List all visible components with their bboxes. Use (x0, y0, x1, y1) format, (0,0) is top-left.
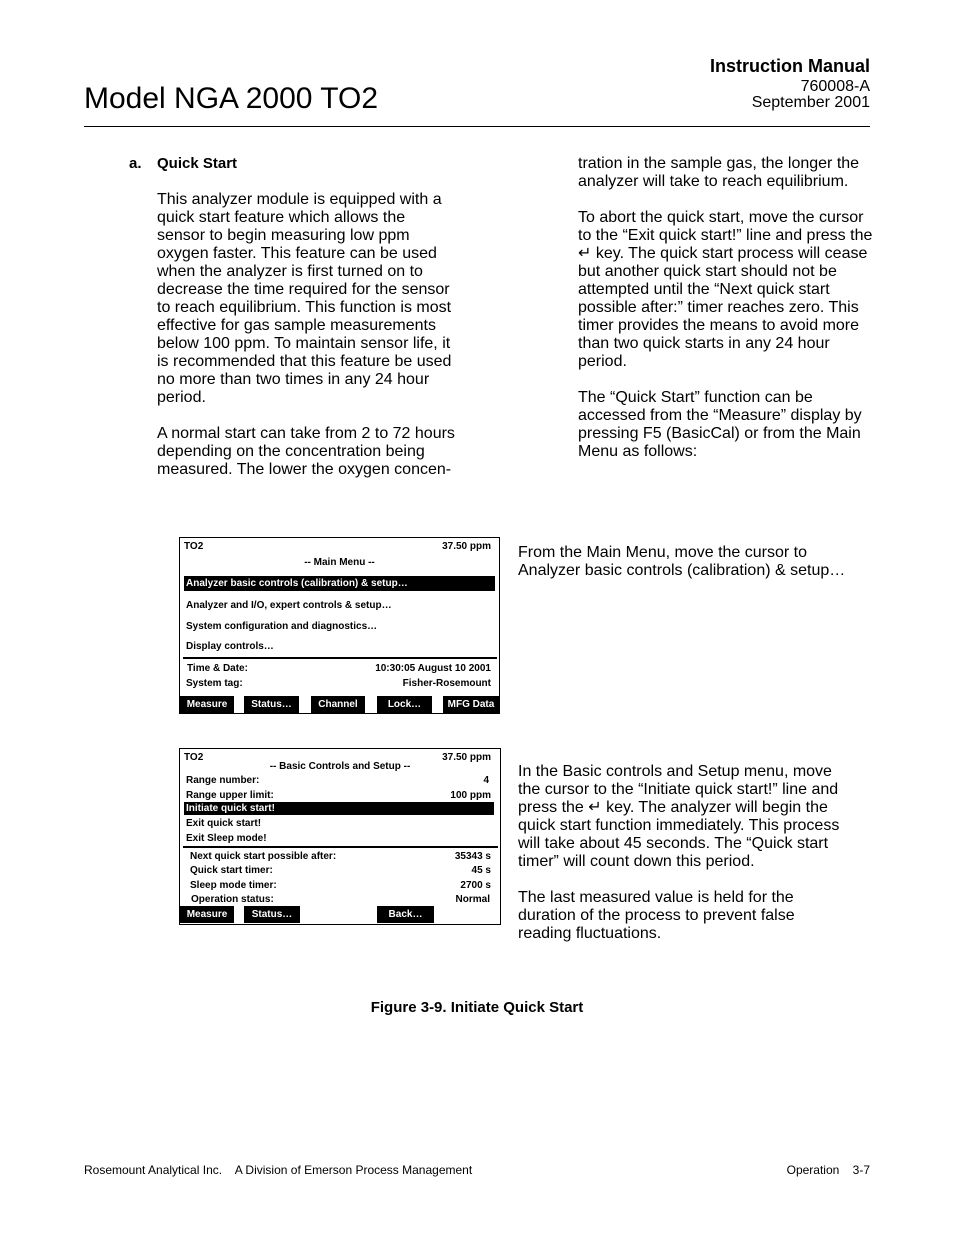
basic-controls-screen (179, 748, 501, 925)
screen-title: -- Basic Controls and Setup -- (269, 761, 411, 772)
screen-divider (183, 657, 497, 659)
softkey-status[interactable]: Status… (244, 696, 299, 713)
time-label: Time & Date: (187, 663, 248, 674)
screen-divider (183, 846, 498, 848)
main-menu-note: From the Main Menu, move the cursor to Analyzer basic controls (calibration) & setup… (518, 544, 846, 579)
screen-title: -- Main Menu -- (304, 557, 375, 568)
module-label: TO2 (184, 541, 204, 552)
left-para-1: This analyzer module is equipped with a quick start feature which allows the sensor to begin measuring low ppm oxygen faster. This feature can be used when the analyzer is first turned on to decrease the time required for the sensor to reach equilibrium. This function is most effective for gas sample measurements below 100 ppm. To maintain sensor life, it is recommended that this feature be used no more than two times in any 24 hour period. (157, 191, 452, 406)
model-title: Model NGA 2000 TO2 (84, 82, 379, 115)
softkey-lock[interactable]: Lock… (377, 696, 432, 713)
softkey-measure[interactable]: Measure (180, 906, 234, 923)
section-title: Quick Start (157, 155, 238, 172)
quick-start-timer-label: Quick start timer: (190, 865, 273, 876)
footer-right: Operation 3-7 (786, 1163, 870, 1177)
left-column (157, 191, 457, 497)
menu-item-basic-controls[interactable]: Analyzer basic controls (calibration) & setup… (184, 576, 495, 591)
system-tag-value: Fisher-Rosemount (402, 678, 491, 689)
menu-item-system-config[interactable]: System configuration and diagnostics… (186, 621, 378, 632)
doc-number: 760008-A (800, 78, 870, 95)
footer-left: Rosemount Analytical Inc. A Division of Emerson Process Management (84, 1163, 473, 1177)
doc-date: September 2001 (751, 94, 870, 111)
menu-item-exit-sleep-mode[interactable]: Exit Sleep mode! (186, 833, 267, 844)
softkey-status[interactable]: Status… (244, 906, 300, 923)
operation-status-value: Normal (455, 894, 490, 905)
figure-caption: Figure 3-9. Initiate Quick Start (370, 999, 584, 1016)
menu-item-display-controls[interactable]: Display controls… (186, 641, 274, 652)
reading-value: 37.50 ppm (442, 541, 491, 552)
range-number-value[interactable]: 4 (483, 775, 489, 786)
main-menu-screen (179, 537, 500, 714)
right-para-3: The “Quick Start” function can be accessed from the “Measure” display by pressing F5 (BasicCal) or from the Main Menu as follows: (578, 389, 862, 460)
softkey-channel[interactable]: Channel (311, 696, 365, 713)
basic-controls-note (518, 763, 848, 961)
header-rule (84, 126, 870, 127)
operation-status-label: Operation status: (191, 894, 274, 905)
sleep-mode-timer-label: Sleep mode timer: (190, 880, 277, 891)
note-para-1: In the Basic controls and Setup menu, move the cursor to the “Initiate quick start!” line and press the ↵ key. The analyzer will begin the quick start function immediately. This process will take about 45 seconds. The “Quick start timer” will count down this period. (518, 763, 840, 870)
right-para-2: To abort the quick start, move the cursor to the “Exit quick start!” line and press the ↵ key. The quick start process will cease but another quick start should not be attempted until the “Next quick start possible after:” timer reaches zero. This timer provides the means to avoid more than two quick starts in any 24 hour period. (578, 209, 873, 370)
time-value: 10:30:05 August 10 2001 (375, 663, 491, 674)
manual-title: Instruction Manual (709, 56, 870, 76)
note-para-2: The last measured value is held for the duration of the process to prevent false reading fluctuations. (518, 889, 795, 942)
system-tag-label: System tag: (186, 678, 243, 689)
softkey-mfg-data[interactable]: MFG Data (443, 696, 499, 713)
softkey-back[interactable]: Back… (377, 906, 434, 923)
quick-start-timer-value: 45 s (471, 865, 491, 876)
menu-item-exit-quick-start[interactable]: Exit quick start! (186, 818, 262, 829)
range-number-label: Range number: (186, 775, 260, 786)
range-upper-label: Range upper limit: (186, 790, 274, 801)
next-quick-start-value: 35343 s (454, 851, 491, 862)
right-column (578, 155, 878, 479)
next-quick-start-label: Next quick start possible after: (190, 851, 337, 862)
menu-item-expert-controls[interactable]: Analyzer and I/O, expert controls & setup… (186, 600, 392, 611)
section-letter: a. (129, 155, 142, 172)
range-upper-value[interactable]: 100 ppm (450, 790, 491, 801)
sleep-mode-timer-value: 2700 s (460, 880, 491, 891)
menu-item-initiate-quick-start[interactable]: Initiate quick start! (184, 802, 494, 815)
left-para-2: A normal start can take from 2 to 72 hours depending on the concentration being measured. The lower the oxygen concen- (157, 425, 455, 478)
softkey-measure[interactable]: Measure (180, 696, 234, 713)
module-label: TO2 (184, 752, 204, 763)
reading-value: 37.50 ppm (442, 752, 491, 763)
right-para-1: tration in the sample gas, the longer the analyzer will take to reach equilibrium. (578, 155, 860, 190)
